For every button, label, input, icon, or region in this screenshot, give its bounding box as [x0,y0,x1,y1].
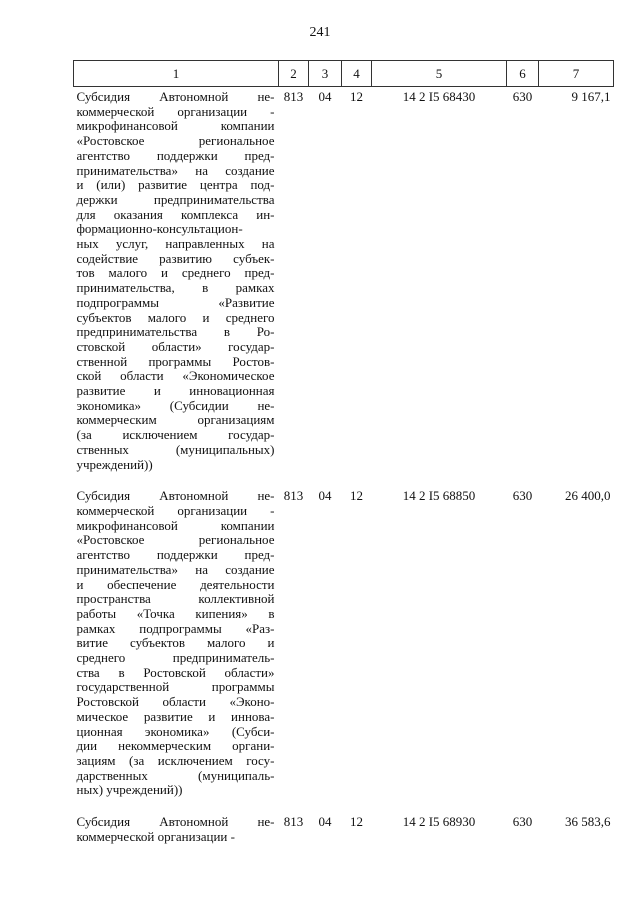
description-line: мическое развитие и иннова- [76,708,275,724]
row-target-article: 14 2 I5 68930 [402,814,476,830]
description-line: зациям (за исключением госу- [76,752,275,768]
header-col-3: 3 [309,61,342,87]
description-line: коммерческой организации - [76,103,275,119]
row-description [74,812,279,858]
description-line: принимательства» на создание [76,561,275,577]
description-line: коммерческим организациям [76,412,275,428]
row-subsection-code: 12 [350,89,363,104]
header-col-7: 7 [539,61,614,87]
description-line: формационно-консультацион- [76,221,243,237]
header-col-2: 2 [279,61,309,87]
header-col-1: 1 [74,61,279,87]
description-line: дарственных (муниципаль- [76,767,275,783]
table-row [74,812,614,858]
description-line: ственной программы Ростов- [76,353,275,369]
description-line: ственных (муниципальных) [76,441,275,457]
description-line: развитие и инновационная [76,383,275,399]
description-line: принимательства» на создание [76,162,275,178]
row-expense-type: 630 [512,89,533,104]
description-line: и обеспечение деятельности [76,576,275,592]
row-ministry-code: 813 [283,488,304,504]
description-line: «Ростовское региональное [76,532,275,548]
description-line: ционная экономика» (Субси- [76,723,275,739]
row-expense-type: 630 [512,488,533,504]
description-line: и (или) развитие центра под- [76,177,275,193]
description-line: ства в Ростовской области» [76,664,275,680]
row-amount: 26 400,0 [565,488,611,504]
row-ministry-code: 813 [283,89,304,104]
description-line: микрофинансовой компании [76,118,275,134]
description-line: субъектов малого и среднего [76,309,275,325]
description-line: экономика» (Субсидии не- [76,397,275,413]
description-line: Субсидия Автономной не- [76,814,275,830]
description-line: для оказания комплекса ин- [76,206,275,222]
row-ministry-code: 813 [283,814,304,830]
row-section-code: 04 [318,814,332,830]
description-line: стовской области» государ- [76,338,275,354]
description-line: Субсидия Автономной не- [76,89,275,104]
description-line: агентство поддержки пред- [76,547,275,563]
description-line: содействие развитию субъек- [76,250,275,266]
description-line: Ростовской области «Эконо- [76,694,275,710]
description-line: дии некоммерческим органи- [76,738,275,754]
description-line: принимательства, в рамках [76,280,275,296]
description-line: подпрограммы «Развитие [76,294,275,310]
description-line: витие субъектов малого и [76,635,275,651]
description-line: государственной программы [76,679,275,695]
budget-table [73,60,614,858]
header-row [74,61,614,87]
row-expense-type: 630 [512,814,533,830]
description-line: (за исключением государ- [76,427,275,443]
description-line: рамках подпрограммы «Раз- [76,620,275,636]
description-line: коммерческой организации - [76,502,275,518]
row-amount: 36 583,6 [565,814,611,830]
row-section-code: 04 [318,89,332,104]
description-line: коммерческой организации - [76,828,235,844]
header-col-5: 5 [372,61,507,87]
description-line: учреждений)) [76,456,153,472]
header-col-4: 4 [342,61,372,87]
description-line: ской области «Экономическое [76,368,275,384]
description-line: предпринимательства в Ро- [76,324,275,340]
row-target-article: 14 2 I5 68850 [402,488,476,504]
row-target-article: 14 2 I5 68430 [402,89,476,104]
row-subsection-code: 12 [350,814,363,830]
row-description [74,486,279,812]
description-line: агентство поддержки пред- [76,147,275,163]
row-section-code: 04 [318,488,332,504]
description-line: «Ростовское региональное [76,133,275,149]
page-number: 241 [309,25,331,40]
row-subsection-code: 12 [350,488,363,504]
description-line: пространства коллективной [76,591,275,607]
table-row [74,486,614,812]
description-line: микрофинансовой компании [76,517,275,533]
row-description [74,87,279,487]
description-line: ных услуг, направленных на [76,236,275,252]
description-line: держки предпринимательства [76,191,275,207]
description-line: среднего предприниматель- [76,650,275,666]
description-line: тов малого и среднего пред- [76,265,275,281]
row-amount: 9 167,1 [571,89,611,104]
description-line: ных) учреждений)) [76,782,183,798]
table-row [74,87,614,487]
description-line: Субсидия Автономной не- [76,488,275,504]
description-line: работы «Точка кипения» в [76,605,275,621]
header-col-6: 6 [507,61,539,87]
